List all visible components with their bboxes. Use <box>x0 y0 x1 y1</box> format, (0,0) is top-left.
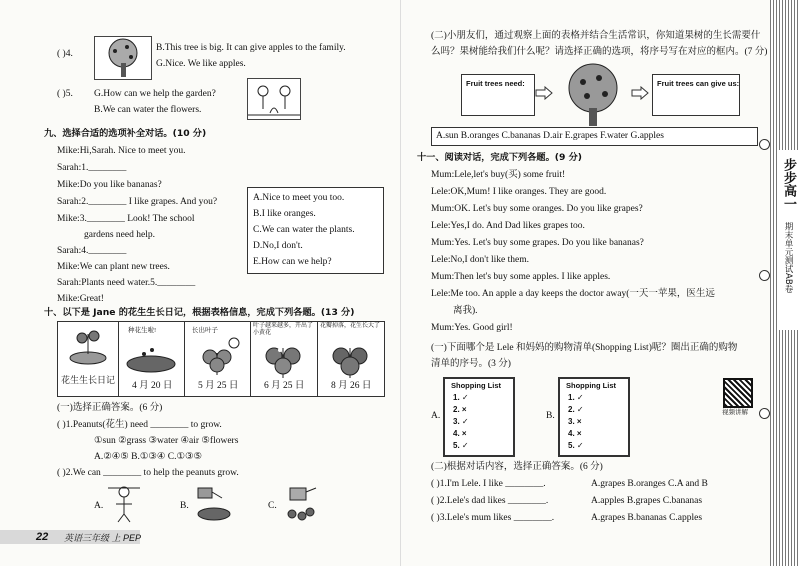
s10b-intro-1: (二)小朋友们，通过观察上面的表格并结合生活常识，你知道果树的生长需要什 <box>431 31 761 41</box>
diary-date: 5 月 25 日 <box>198 381 239 391</box>
s11-sub1-b: 清单的序号。(3 分) <box>431 359 511 369</box>
dot-icon <box>759 139 770 150</box>
q5-paren: ( )5. <box>57 89 73 99</box>
diary-caption: 种花生啦! <box>128 327 157 334</box>
list-b-label: B. <box>546 411 555 421</box>
book-title: 英语三年级 上 PEP <box>64 533 142 543</box>
list-b-item: 5. ✓ <box>568 441 584 450</box>
diary-cell-4 <box>317 322 384 396</box>
qr-code-icon[interactable] <box>723 378 753 408</box>
s9-line: Mike:3.________ Look! The school <box>57 214 195 224</box>
diary-cell-2 <box>184 322 251 396</box>
qr-caption: 视频讲解 <box>722 409 748 416</box>
s9-line: Mike:We can plant new trees. <box>57 262 170 272</box>
s9-title: 九、选择合适的选项补全对话。(10 分) <box>44 128 207 139</box>
diary-caption: 长出叶子 <box>192 327 218 334</box>
list-b-item: 4. × <box>568 429 582 438</box>
need-box <box>461 74 535 116</box>
fruit-options: A.sun B.oranges C.bananas D.air E.grapes F.water G.apples <box>436 131 664 141</box>
kids-garden-picture <box>247 78 301 120</box>
s11-line: Mum:Then let's buy some apples. I like apples. <box>431 272 611 282</box>
diary-cell-3 <box>250 322 318 396</box>
list-b-item: 3. × <box>568 417 582 426</box>
s11-line: Lele:Me too. An apple a day keeps the doctor away(一天一苹果，医生远 <box>431 289 715 299</box>
diary-caption: 花瓣掉落，花生长大了 <box>320 323 381 329</box>
s9-line: Sarah:Plants need water.5.________ <box>57 278 196 288</box>
s11-q1-answers: A.grapes B.oranges C.A and B <box>591 479 708 489</box>
diary-date: 8 月 26 日 <box>331 381 372 391</box>
s11-q2: ( )2.Lele's dad likes ________. <box>431 496 549 506</box>
give-label: Fruit trees can give us: <box>657 79 740 88</box>
s11-sub1-a: (一)下面哪个是 Lele 和妈妈的购物清单(Shopping List)呢？圈出正确的购物 <box>431 343 738 353</box>
s10-sub1: (一)选择正确答案。(6 分) <box>57 403 163 413</box>
page-number: 22 <box>36 531 49 543</box>
diary-date: 6 月 25 日 <box>264 381 305 391</box>
s11-line: Lele:Yes,I do. And Dad likes grapes too. <box>431 221 585 231</box>
s11-line: Lele:OK,Mum! I like oranges. They are good. <box>431 187 607 197</box>
tree-picture <box>94 36 152 80</box>
s11-line: Mum:Yes. Good girl! <box>431 323 513 333</box>
s11-q3: ( )3.Lele's mum likes ________. <box>431 513 555 523</box>
arrow-left-icon <box>535 86 553 100</box>
s9-line: Sarah:1.________ <box>57 163 127 173</box>
s9-line: gardens need help. <box>84 230 155 240</box>
s10-q1-choices: A.②④⑤ B.①③④ C.①③⑤ <box>94 452 203 462</box>
shopping-list-a <box>443 377 515 457</box>
s9-option: E.How can we help? <box>253 257 332 267</box>
s10-q1: ( )1.Peanuts(花生) need ________ to grow. <box>57 420 222 430</box>
diary-label-cell <box>58 322 119 396</box>
q4-b: B.This tree is big. It can give apples to the family. <box>156 43 346 53</box>
list-a-item: 2. × <box>453 405 467 414</box>
arrow-right-icon <box>631 86 649 100</box>
list-b-item: 1. ✓ <box>568 393 584 402</box>
s9-option: D.No,I don't. <box>253 241 303 251</box>
can-picture <box>280 484 320 524</box>
s9-line: Sarah:2.________ I like grapes. And you? <box>57 197 218 207</box>
s11-title: 十一、阅读对话，完成下列各题。(9 分) <box>417 152 582 163</box>
s11-q2-answers: A.apples B.grapes C.bananas <box>591 496 703 506</box>
list-a-label: A. <box>431 411 441 421</box>
brand-title: 步步高一 <box>781 158 796 210</box>
q4-paren: ( )4. <box>57 49 73 59</box>
list-a-item: 4. × <box>453 429 467 438</box>
give-box <box>652 74 740 116</box>
q2-label-a: A. <box>94 501 104 511</box>
s9-option: C.We can water the plants. <box>253 225 355 235</box>
s9-line: Mike:Do you like bananas? <box>57 180 162 190</box>
q5-b: B.We can water the flowers. <box>94 105 202 115</box>
fruit-tree-picture <box>557 62 629 128</box>
peanut-diary-table <box>57 321 385 397</box>
watering-picture <box>192 484 232 524</box>
s11-q3-answers: A.grapes B.bananas C.apples <box>591 513 703 523</box>
dot-icon <box>759 408 770 419</box>
s9-line: Mike:Hi,Sarah. Nice to meet you. <box>57 146 186 156</box>
fruit-options-box <box>431 127 758 146</box>
s10-title: 十、以下是 Jane 的花生生长日记，根据表格信息，完成下列各题。(13 分) <box>44 307 355 318</box>
s10-q2: ( )2.We can ________ to help the peanuts grow. <box>57 468 239 478</box>
diary-date: 4 月 20 日 <box>132 381 173 391</box>
brand-subtitle: 期末单元测试AB卷 <box>783 222 793 294</box>
s9-option: B.I like oranges. <box>253 209 316 219</box>
list-b-item: 2. ✓ <box>568 405 584 414</box>
planting-picture <box>106 484 142 524</box>
s10b-intro-2: 么吗？果树能给我们什么呢？请选择正确的选项，将序号写在对应的框内。(7 分) <box>431 47 768 57</box>
diary-caption: 叶子越来越多，开出了小黄花 <box>253 323 314 336</box>
q5-g: G.How can we help the garden? <box>94 89 216 99</box>
shopping-list-b <box>558 377 630 457</box>
diary-label: 花生生长日记 <box>61 375 116 385</box>
s9-option: A.Nice to meet you too. <box>253 193 345 203</box>
s11-line: 离我). <box>453 306 478 316</box>
list-a-item: 1. ✓ <box>453 393 469 402</box>
dot-icon <box>759 270 770 281</box>
q4-g: G.Nice. We like apples. <box>156 59 246 69</box>
s11-sub2: (二)根据对话内容，选择正确答案。(6 分) <box>431 462 603 472</box>
s11-line: Mum:Lele,let's buy(买) some fruit! <box>431 170 566 180</box>
s9-options-box <box>247 187 384 274</box>
diary-cell-1 <box>118 322 185 396</box>
s10-q1-options: ①sun ②grass ③water ④air ⑤flowers <box>94 436 239 446</box>
s11-q1: ( )1.I'm Lele. I like ________. <box>431 479 546 489</box>
right-page <box>400 0 800 566</box>
need-label: Fruit trees need: <box>466 79 525 88</box>
s11-line: Mum:Yes. Let's buy some grapes. Do you like bananas? <box>431 238 644 248</box>
s11-line: Mum:OK. Let's buy some oranges. Do you like grapes? <box>431 204 643 214</box>
s9-line: Sarah:4.________ <box>57 246 127 256</box>
s11-line: Lele:No,I don't like them. <box>431 255 530 265</box>
list-a-item: 3. ✓ <box>453 417 469 426</box>
s9-line: Mike:Great! <box>57 294 104 304</box>
list-b-title: Shopping List <box>566 381 616 390</box>
q2-label-c: C. <box>268 501 277 511</box>
list-a-title: Shopping List <box>451 381 501 390</box>
list-a-item: 5. ✓ <box>453 441 469 450</box>
q2-label-b: B. <box>180 501 189 511</box>
